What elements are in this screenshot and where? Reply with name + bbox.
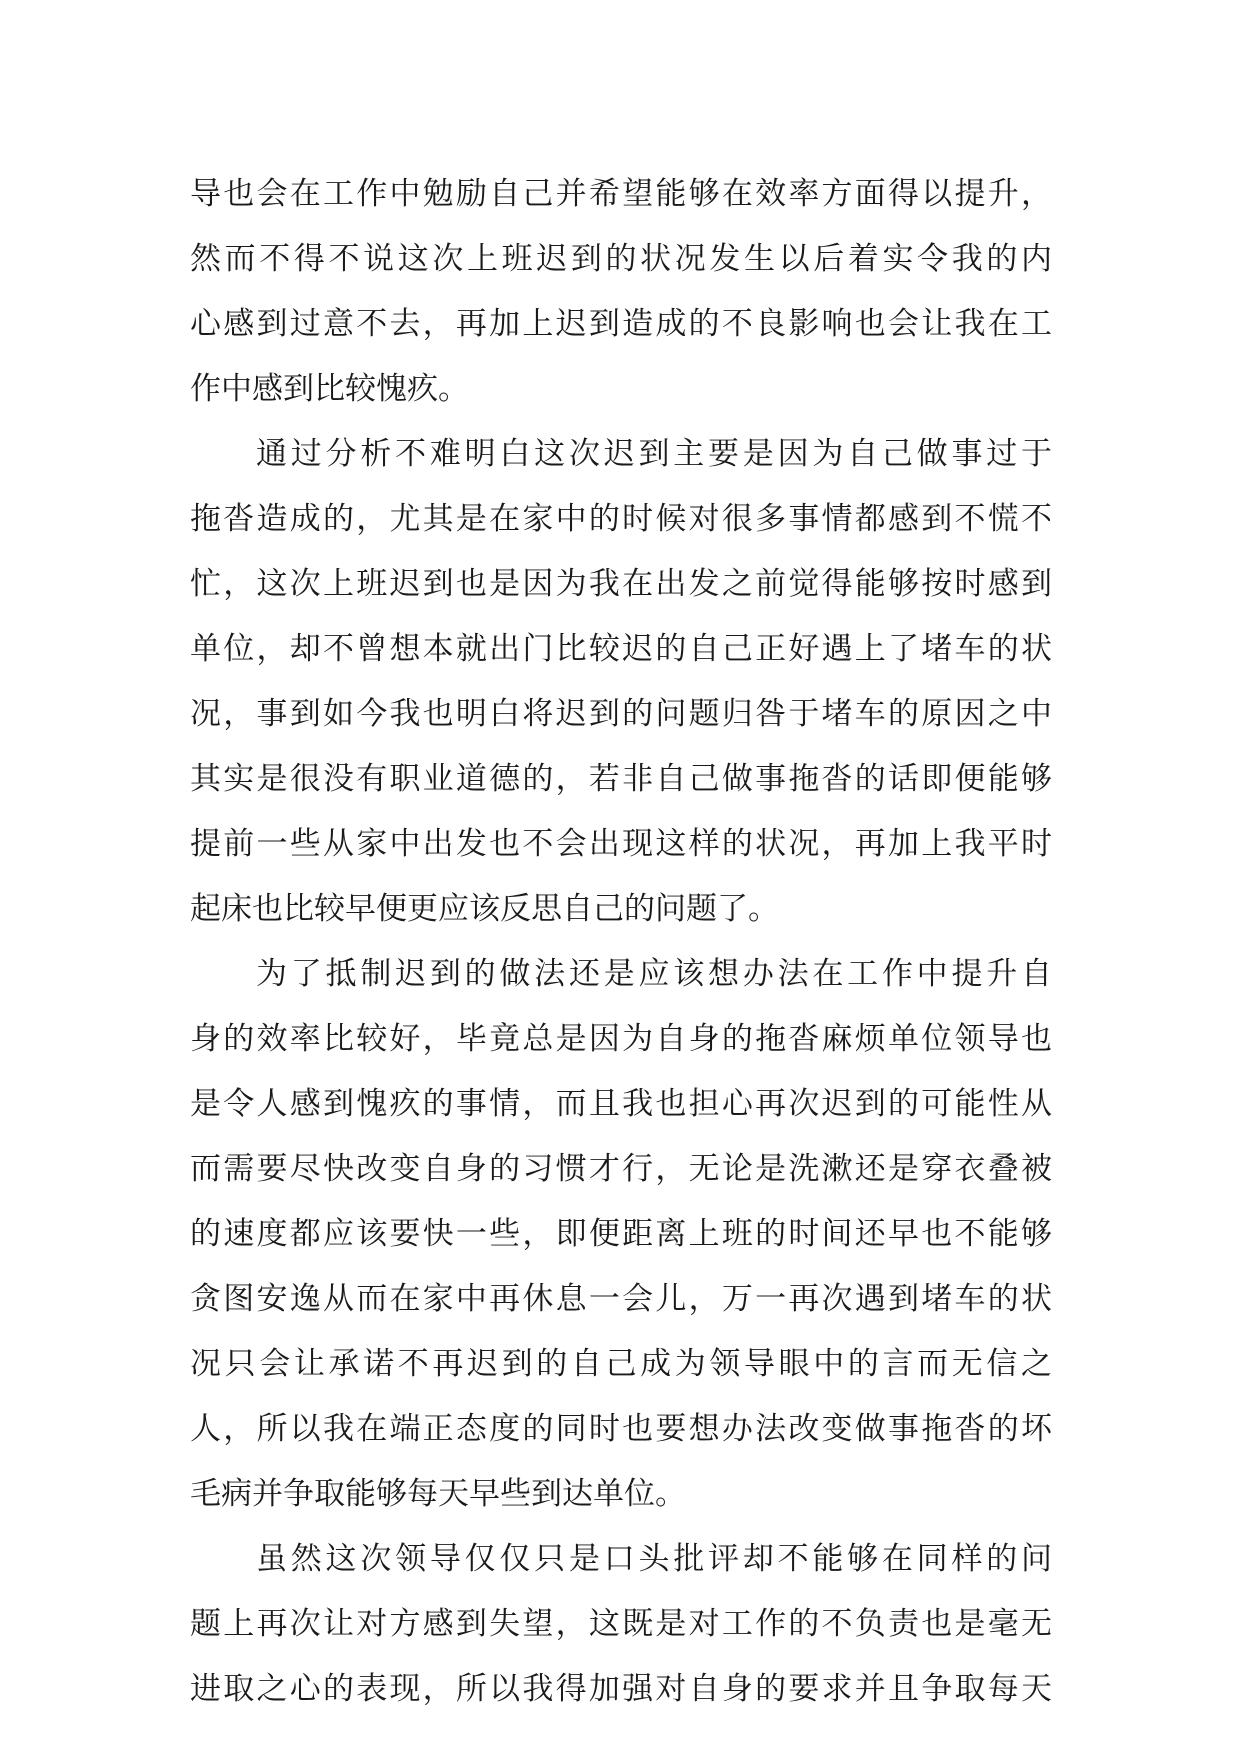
document-body (190, 162, 1052, 1722)
paragraph-first-line: 通过分析不难明白这次迟到主要是因为自己做事过于 (256, 436, 1052, 472)
text-line: 况只会让承诺不再迟到的自己成为领导眼中的言而无信之 (190, 1346, 1052, 1382)
text-line: 然而不得不说这次上班迟到的状况发生以后着实令我的内 (190, 241, 1052, 277)
text-line: 拖沓造成的，尤其是在家中的时候对很多事情都感到不慌不 (190, 501, 1052, 537)
text-line: 进取之心的表现，所以我得加强对自身的要求并且争取每天 (190, 1671, 1052, 1707)
text-line: 贪图安逸从而在家中再休息一会儿，万一再次遇到堵车的状 (190, 1281, 1052, 1317)
paragraph-first-line: 虽然这次领导仅仅只是口头批评却不能够在同样的问 (256, 1541, 1052, 1577)
text-line: 其实是很没有职业道德的，若非自己做事拖沓的话即便能够 (190, 761, 1052, 797)
text-line: 题上再次让对方感到失望，这既是对工作的不负责也是毫无 (190, 1606, 1052, 1642)
text-line: 提前一些从家中出发也不会出现这样的状况，再加上我平时 (190, 826, 1052, 862)
text-line: 的速度都应该要快一些，即便距离上班的时间还早也不能够 (190, 1216, 1052, 1252)
text-line: 人，所以我在端正态度的同时也要想办法改变做事拖沓的坏 (190, 1411, 1052, 1447)
text-line: 毛病并争取能够每天早些到达单位。 (190, 1476, 686, 1512)
text-line: 身的效率比较好，毕竟总是因为自身的拖沓麻烦单位领导也 (190, 1021, 1052, 1057)
text-line: 况，事到如今我也明白将迟到的问题归咎于堵车的原因之中 (190, 696, 1052, 732)
text-line: 而需要尽快改变自身的习惯才行，无论是洗漱还是穿衣叠被 (190, 1151, 1052, 1187)
text-line: 单位，却不曾想本就出门比较迟的自己正好遇上了堵车的状 (190, 631, 1052, 667)
text-line: 导也会在工作中勉励自己并希望能够在效率方面得以提升， (190, 176, 1052, 212)
text-line: 起床也比较早便更应该反思自己的问题了。 (190, 891, 779, 927)
text-line: 是令人感到愧疚的事情，而且我也担心再次迟到的可能性从 (190, 1086, 1052, 1122)
text-line: 心感到过意不去，再加上迟到造成的不良影响也会让我在工 (190, 306, 1052, 342)
paragraph-first-line: 为了抵制迟到的做法还是应该想办法在工作中提升自 (256, 956, 1052, 992)
text-line: 忙，这次上班迟到也是因为我在出发之前觉得能够按时感到 (190, 566, 1052, 602)
text-line: 作中感到比较愧疚。 (190, 371, 469, 407)
